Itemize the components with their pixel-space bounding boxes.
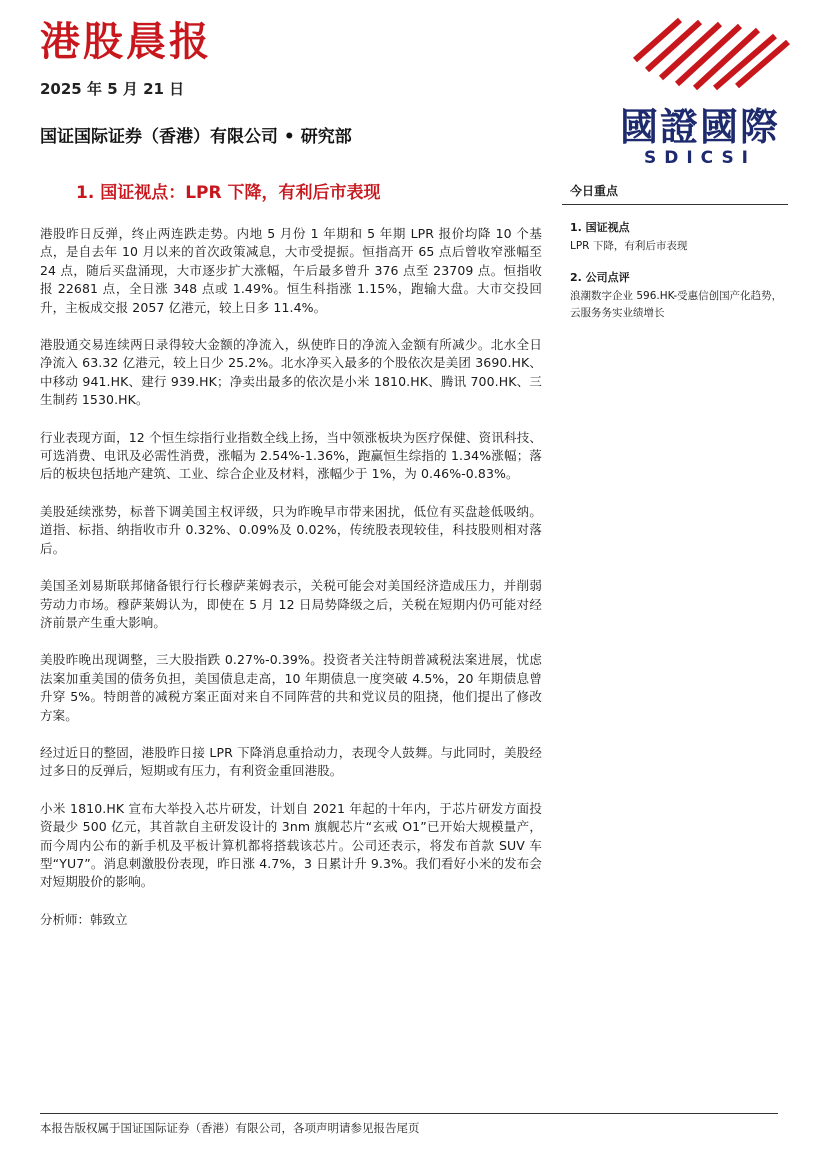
sidebar-item-text: 浪潮数字企业 596.HK-受惠信创国产化趋势，云服务务实业绩增长 (570, 290, 783, 319)
paragraph-sector-performance: 行业表现方面，12 个恒生综指行业指数全线上扬，当中领涨板块为医疗保健、资讯科技、可选消费、电讯及必需性消费，涨幅为 2.54%-1.36%，跑赢恒生综指的 1.34%涨幅；落后的板块包括地产建筑、工业、综合企业及材料，涨幅少于 1%，为 0.46%-0.83%。 (40, 429, 542, 482)
company-name: 国证国际证券（香港）有限公司 • 研究部 (40, 127, 352, 147)
paragraph-market-summary: 港股昨日反弹，终止两连跌走势。内地 5 月份 1 年期和 5 年期 LPR 报价均降 10 个基点，是自去年 10 月以来的首次政策减息，大市受提振。恒指高开 65 点后曾收窄涨幅至 24 点，随后买盘涌现，大市逐步扩大涨幅，午后最多曾升 376 点至 23709 点。恒指收报 22681 点，全日涨 348 点或 1.49%。恒生科指涨 1.15%，跑输大盘。大市交投回升，主板成交报 2057 亿港元，较上日多 11.4%。 (40, 226, 542, 315)
sidebar-title: 今日重点 (570, 184, 619, 198)
paragraph-xiaomi: 小米 1810.HK 宣布大举投入芯片研发，计划自 2021 年起的十年内，于芯片研发方面投资最少 500 亿元，其首款自主研发设计的 3nm 旗舰芯片“玄戒 O1”已开始大规模量产，而今周内公布的新手机及平板计算机都将搭载该芯片。公司还表示，将发布首款 SUV 车型“YU7”。消息刺激股份表现，昨日涨 4.7%，3 日累计升 9.3%。我们看好小米的发布会对短期股价的影响。 (40, 800, 542, 890)
brand-logo-english: SDICSI (643, 148, 757, 168)
footer-disclaimer: 本报告版权属于国证国际证券（香港）有限公司，各项声明请参见报告尾页 (40, 1121, 420, 1135)
paragraph-southbound-flow: 港股通交易连续两日录得较大金额的净流入，纵使昨日的净流入金额有所减少。北水全日净流入 63.32 亿港元，较上日少 25.2%。北水净买入最多的个股依次是美团 3690.HK、中移动 941.HK、建行 939.HK；净卖出最多的依次是小米 1810.HK、腾讯 700.HK、三生制药 1530.HK。 (40, 337, 542, 408)
paragraph-us-adjustment: 美股昨晚出现调整，三大股指跌 0.27%-0.39%。投资者关注特朗普减税法案进展，忧虑法案加重美国的债务负担，美国债息走高，10 年期债息一度突破 4.5%，20 年期债息曾升穿 5%。特朗普的减税方案正面对来自不同阵营的共和党议员的阻挠，他们提出了修改方案。 (40, 652, 542, 723)
report-date: 2025 年 5 月 21 日 (40, 80, 185, 98)
paragraph-outlook: 经过近日的整固，港股昨日接 LPR 下降消息重拾动力，表现令人鼓舞。与此同时，美股经过多日的反弹后，短期或有压力，有利资金重回港股。 (40, 744, 542, 779)
report-title: 港股晨报 (40, 18, 212, 65)
sidebar-item-heading: 2. 公司点评 (570, 271, 630, 284)
footer-divider (40, 1113, 778, 1114)
brand-logo-chinese: 國證國際 (619, 104, 780, 149)
main-content (40, 178, 542, 929)
analyst-name: 分析师：韩致立 (40, 911, 128, 927)
paragraph-fed-comments: 美国圣刘易斯联邦储备银行行长穆萨莱姆表示，关税可能会对美国经济造成压力，并削弱劳动力市场。穆萨莱姆认为，即使在 5 月 12 日局势降级之后，关税在短期内仍可能对经济前景产生重大影响。 (40, 578, 542, 630)
sidebar-highlights (570, 182, 792, 336)
sidebar-item-heading: 1. 国证视点 (570, 221, 630, 234)
paragraph-us-stocks: 美股延续涨势，标普下调美国主权评级，只为昨晚早市带来困扰，低位有买盘趁低吸纳。道指、标指、纳指收市升 0.32%、0.09%及 0.02%，传统股表现较佳，科技股则相对落后。 (40, 503, 542, 556)
brand-stripes-logo-icon (625, 12, 795, 92)
sidebar-item-text: LPR 下降，有利后市表现 (570, 240, 688, 252)
section-title: 1. 国证视点：LPR 下降，有利后市表现 (76, 183, 381, 203)
